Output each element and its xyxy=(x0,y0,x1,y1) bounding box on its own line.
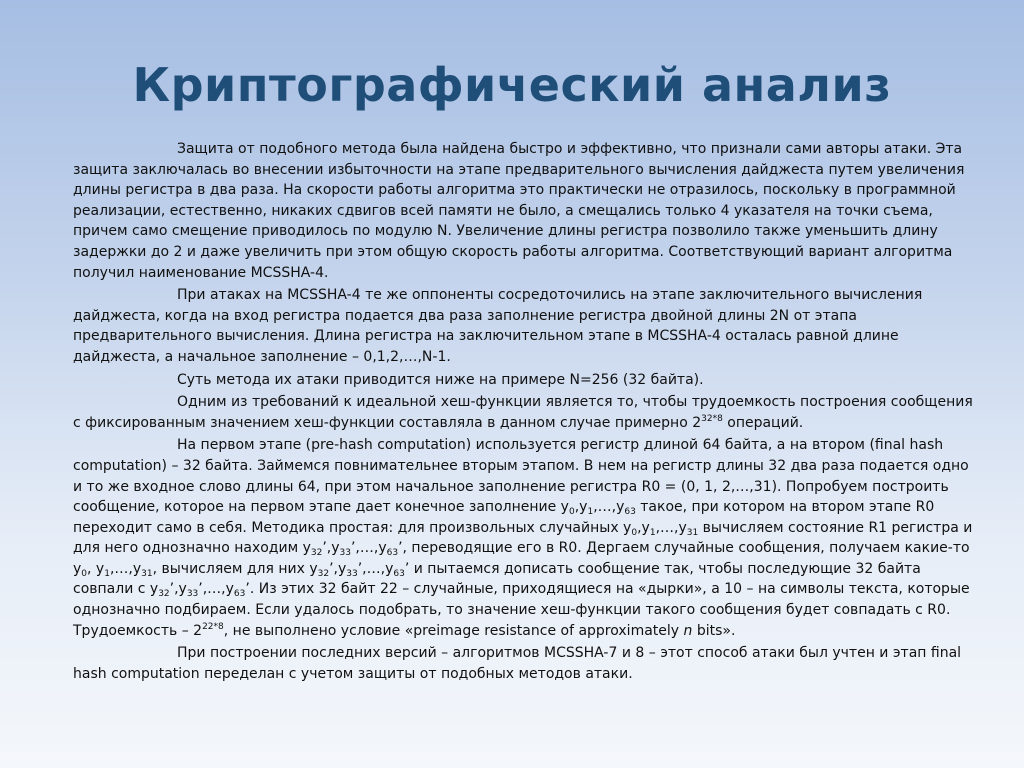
subscript: 0 xyxy=(631,527,638,538)
paragraph-1 xyxy=(73,139,978,283)
slide-title: Криптографический анализ xyxy=(132,58,892,112)
subscript: 31 xyxy=(686,527,699,538)
text-segment: bits». xyxy=(692,622,736,639)
text-segment: ’,y xyxy=(169,581,187,598)
text-segment: При атаках на MCSSHA-4 те же оппоненты сосредоточились на этапе заключительного вычисления дайджеста, когда на вход регистра подается два раза заполнение регистра двойной длины 2N от этапа предварительного вычисления. Длина регистра на заключительном этапе в MCSSHA-4 осталась равной длине дайджеста, а начальное заполнение – 0,1,2,…,N-1. xyxy=(73,287,923,365)
text-segment: На первом этапе (pre-hash computation) используется регистр длиной 64 байта, а на втором (final hash computation) – 32 байта. Займемся повнимательнее вторым этапом. В нем на регистр длины 32 два раза подается одно и то же входное слово длины 64, при этом начальное заполнение регистра R0 = (0, 1, 2,…,31). Попробуем построить сообщение, которое на первом этапе дает конечное заполнение y xyxy=(73,437,969,516)
superscript: 22*8 xyxy=(202,621,224,632)
text-segment: операций. xyxy=(722,414,804,431)
text-segment: ’ и пытаемся дописать сообщение так, чтобы последующие 32 байта совпали с y xyxy=(73,560,921,598)
subscript: 32 xyxy=(158,589,170,600)
subscript: 33 xyxy=(186,589,199,600)
text-segment: Защита от подобного метода была найдена быстро и эффективно, что признали сами авторы атаки. Эта защита заключалась во внесении избыточности на этапе предварительного вычисления дайджеста путем увеличения длины регистра в два раза. На скорости работы алгоритма это практически не отразилось, поскольку в программной реализации, естественно, никаких сдвигов всей памяти не было, а смещались только 4 указателя на точки съема, причем само смещение приводилось по модулю N. Увеличение длины регистра позволило также уменьшить длину задержки до 2 и даже увеличить при этом общую скорость работы алгоритма. Соответствующий вариант алгоритма получил наименование MCSSHA-4. xyxy=(73,141,965,281)
subscript: 1 xyxy=(104,568,110,579)
text-segment: ’,y xyxy=(322,540,340,557)
text-segment: ,y xyxy=(637,519,650,536)
subscript: 63 xyxy=(393,568,405,579)
text-segment: ,y xyxy=(574,499,588,516)
slide-body xyxy=(73,139,978,686)
subscript: 63 xyxy=(624,507,636,518)
subscript: 63 xyxy=(386,548,399,559)
paragraph-5 xyxy=(73,435,978,641)
text-segment: ’. Из этих 32 байт 22 – случайные, приходящиеся на «дырки», а 10 – на символы текста, которые однозначно подбираем. Если удалось подобрать, то значение хеш-функции такого сообщения будет совпадать с R0. Трудоемкость – 2 xyxy=(73,581,970,639)
text-segment: вычисляем состояние R1 регистра и для него однозначно находим y xyxy=(73,519,973,557)
text-segment: , не выполнено условие «preimage resistance of approximately xyxy=(223,622,684,639)
text-segment: ,…,y xyxy=(655,519,687,536)
text-segment: ’,…,y xyxy=(357,560,394,577)
text-segment: При построении последних версий – алгоритмов MCSSHA-7 и 8 – этот способ атаки был учтен и этап final hash computation переделан с учетом защиты от подобных методов атаки. xyxy=(73,645,962,682)
text-segment: ’, переводящие его в R0. Дергаем случайные сообщения, получаем какие-то y xyxy=(73,540,970,577)
text-segment: ,…,y xyxy=(109,560,142,577)
subscript: 1 xyxy=(649,527,656,538)
text-segment: ’,y xyxy=(329,560,347,577)
subscript: 1 xyxy=(587,507,594,518)
subscript: 0 xyxy=(568,507,575,518)
subscript: 0 xyxy=(81,568,88,579)
subscript: 32 xyxy=(317,568,330,579)
subscript: 32 xyxy=(310,548,323,559)
text-segment: Одним из требований к идеальной хеш-функции является то, чтобы трудоемкость построения сообщения с фиксированным значением хеш-функции составляла в данном случае примерно 2 xyxy=(73,394,973,431)
paragraph-6 xyxy=(73,643,978,684)
text-segment: ’,…,y xyxy=(198,581,234,598)
paragraph-2 xyxy=(73,285,978,367)
subscript: 63 xyxy=(233,589,246,600)
subscript: 31 xyxy=(141,568,153,579)
text-segment: ,…,y xyxy=(593,499,625,516)
subscript: 33 xyxy=(346,568,358,579)
text-segment: такое, при котором на втором этапе R0 переходит само в себя. Методика простая: для произвольных случайных y xyxy=(73,499,935,536)
italic-text: n xyxy=(683,622,693,639)
text-segment: , y xyxy=(87,560,105,577)
paragraph-3 xyxy=(73,370,978,391)
text-segment: , вычисляем для них y xyxy=(152,560,318,577)
text-segment: ’,…,y xyxy=(350,540,387,557)
text-segment: Суть метода их атаки приводится ниже на примере N=256 (32 байта). xyxy=(177,371,704,388)
paragraph-4 xyxy=(73,392,978,433)
subscript: 33 xyxy=(339,548,351,559)
superscript: 32*8 xyxy=(701,413,723,424)
